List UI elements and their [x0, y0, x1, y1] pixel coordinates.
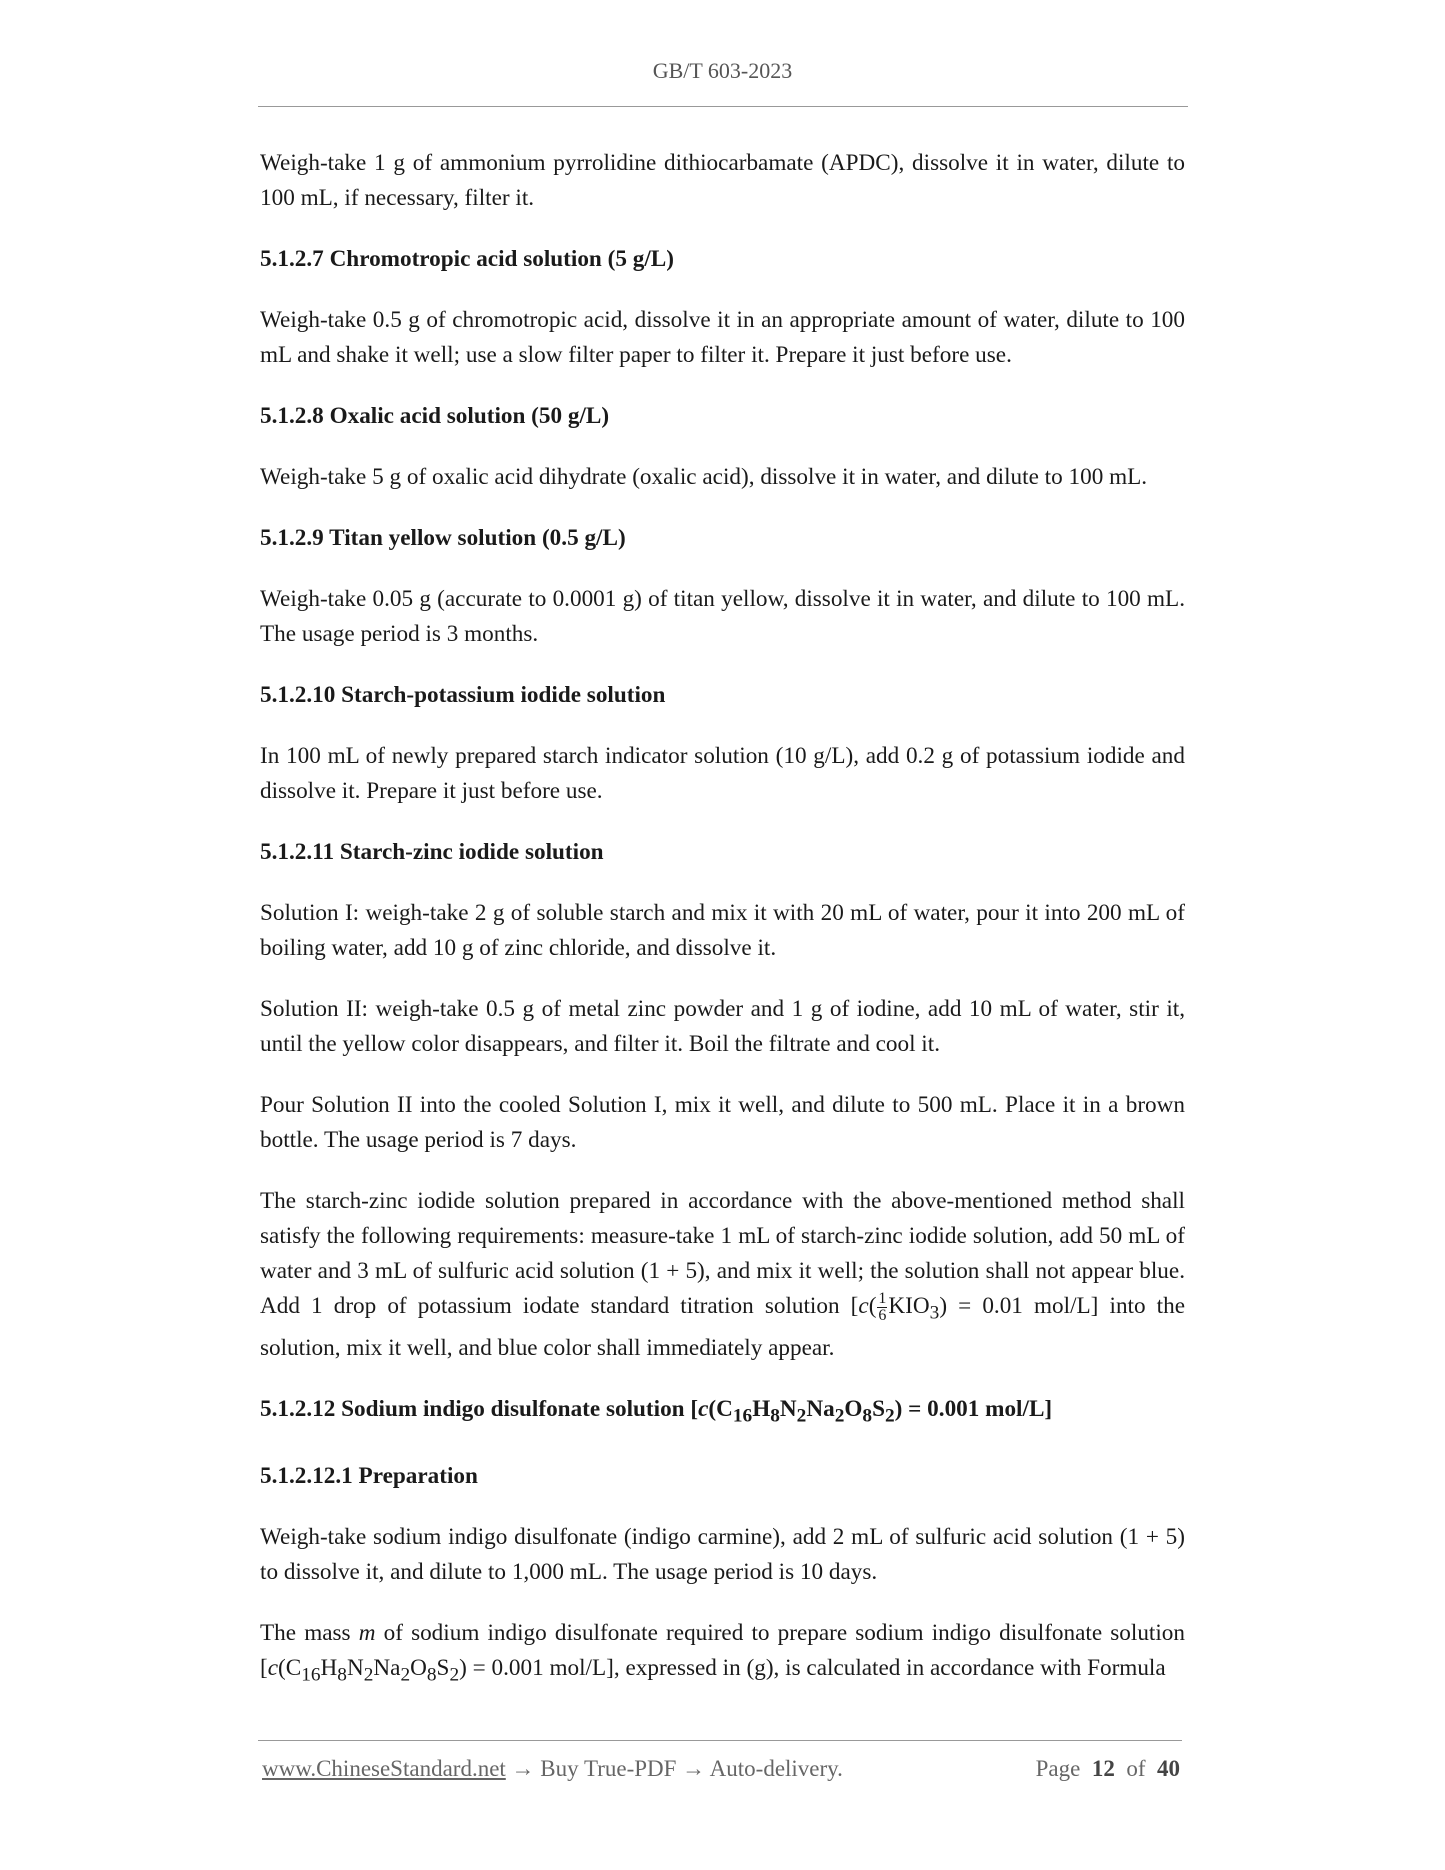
kio-formula: KIO	[888, 1293, 930, 1319]
requirement-text-b: ) = 0.01 mol/L] into the solution, mix it well, and blue color shall immediately appear.	[260, 1293, 1186, 1361]
of-label: of	[1126, 1756, 1146, 1781]
formula-subscript: 2	[834, 1405, 845, 1427]
concentration-symbol: c	[858, 1293, 869, 1319]
footer-left	[262, 1756, 843, 1782]
kio-subscript: 3	[929, 1302, 940, 1324]
heading-5-1-2-9: 5.1.2.9 Titan yellow solution (0.5 g/L)	[260, 525, 626, 551]
open-paren: (	[868, 1293, 877, 1319]
formula-part: H	[752, 1395, 771, 1422]
formula-subscript: 2	[884, 1405, 895, 1427]
formula-subscript: 8	[426, 1664, 437, 1686]
total-pages: 40	[1157, 1756, 1180, 1781]
heading-5-1-2-10: 5.1.2.10 Starch-potassium iodide solution	[260, 682, 666, 708]
formula-part: Na	[373, 1655, 401, 1682]
formula-subscript: 2	[796, 1405, 807, 1427]
page-body	[260, 146, 1185, 1719]
mass-text: The mass	[260, 1620, 359, 1647]
formula-subscript: 2	[363, 1664, 374, 1686]
formula-part: (C	[278, 1655, 302, 1682]
one-sixth-fraction	[877, 1291, 887, 1324]
mass-symbol: m	[358, 1620, 376, 1647]
heading-5-1-2-12-1: 5.1.2.12.1 Preparation	[260, 1463, 478, 1490]
heading-5-1-2-7: 5.1.2.7 Chromotropic acid solution (5 g/L)	[260, 246, 674, 272]
concentration-symbol: c	[698, 1395, 709, 1422]
document-code-header: GB/T 603-2023	[652, 58, 793, 83]
requirement-text-a: The starch-zinc iodide solution prepared in accordance with the above-mentioned method shall satisfy the following requirements: measure-take 1 mL of starch-zinc iodide solution, add 50 mL of water and 3 mL of sulfuric acid solution (1 + 5), and mix it well; the solution shall not appear blue. Add 1 drop of potassium iodate standard titration solution [	[260, 1188, 1185, 1319]
heading-5-1-2-12-text: 5.1.2.12 Sodium indigo disulfonate solution [	[260, 1395, 699, 1422]
solution-i-paragraph: Solution I: weigh-take 2 g of soluble starch and mix it with 20 mL of water, pour it into 200 mL of boiling water, add 10 g of zinc chloride, and dissolve it.	[260, 900, 1185, 961]
formula-part: Na	[806, 1395, 835, 1422]
page-label: Page	[1035, 1756, 1081, 1781]
formula-subscript: 16	[301, 1664, 321, 1686]
formula-part: O	[410, 1655, 427, 1682]
solution-ii-paragraph: Solution II: weigh-take 0.5 g of metal zinc powder and 1 g of iodine, add 10 mL of water, stir it, until the yellow color disappears, and filter it. Boil the filtrate and cool it.	[260, 996, 1185, 1057]
page-number	[1036, 1756, 1180, 1782]
formula-subscript: 2	[449, 1664, 460, 1686]
formula-subscript: 8	[862, 1405, 873, 1427]
mass-text: ) = 0.001 mol/L], expressed in (g), is calculated in accordance with Formula	[459, 1655, 1166, 1682]
concentration-symbol: c	[267, 1655, 279, 1682]
formula-part: S	[436, 1655, 450, 1682]
titan-yellow-paragraph: Weigh-take 0.05 g (accurate to 0.0001 g) of titan yellow, dissolve it in water, and dilute to 100 mL. The usage period is 3 months.	[260, 586, 1185, 647]
current-page: 12	[1091, 1756, 1115, 1781]
buy-pdf-text: → Buy True-PDF → Auto-delivery.	[505, 1756, 843, 1781]
chinese-standard-link[interactable]: www.ChineseStandard.net	[262, 1756, 506, 1781]
formula-part: ) = 0.001 mol/L]	[894, 1395, 1053, 1422]
formula-part: H	[320, 1655, 338, 1682]
starch-ki-paragraph: In 100 mL of newly prepared starch indicator solution (10 g/L), add 0.2 g of potassium iodide and dissolve it. Prepare it just before use.	[260, 743, 1185, 804]
formula-subscript: 16	[732, 1405, 753, 1427]
formula-subscript: 8	[770, 1405, 780, 1427]
apdc-paragraph: Weigh-take 1 g of ammonium pyrrolidine dithiocarbamate (APDC), dissolve it in water, dilute to 100 mL, if necessary, filter it.	[260, 150, 1185, 211]
header-divider	[258, 106, 1188, 107]
footer-divider	[258, 1740, 1182, 1741]
formula-part: (C	[708, 1395, 733, 1422]
formula-part: S	[872, 1395, 885, 1422]
mass-text: of sodium indigo disulfonate required to prepare sodium indigo disulfonate solution [	[260, 1620, 1185, 1682]
formula-subscript: 2	[400, 1664, 411, 1686]
pour-paragraph: Pour Solution II into the cooled Solution I, mix it well, and dilute to 500 mL. Place it in a brown bottle. The usage period is 7 days.	[260, 1092, 1185, 1153]
heading-5-1-2-12	[260, 1392, 1185, 1434]
fraction-denominator: 6	[878, 1307, 887, 1325]
chromotropic-paragraph: Weigh-take 0.5 g of chromotropic acid, dissolve it in an appropriate amount of water, dilute to 100 mL and shake it well; use a slow filter paper to filter it. Prepare it just before use.	[260, 307, 1185, 368]
mass-paragraph	[260, 1616, 1185, 1693]
oxalic-paragraph: Weigh-take 5 g of oxalic acid dihydrate (oxalic acid), dissolve it in water, and dilute to 100 mL.	[260, 464, 1148, 490]
fraction-numerator: 1	[878, 1290, 887, 1308]
heading-5-1-2-11: 5.1.2.11 Starch-zinc iodide solution	[260, 839, 604, 865]
formula-part: N	[779, 1395, 797, 1422]
formula-part: N	[346, 1655, 364, 1682]
formula-part: O	[844, 1395, 863, 1422]
formula-subscript: 8	[337, 1664, 347, 1686]
requirement-paragraph	[260, 1184, 1185, 1366]
preparation-paragraph: Weigh-take sodium indigo disulfonate (indigo carmine), add 2 mL of sulfuric acid solution (1 + 5) to dissolve it, and dilute to 1,000 mL. The usage period is 10 days.	[260, 1524, 1185, 1586]
heading-5-1-2-8: 5.1.2.8 Oxalic acid solution (50 g/L)	[260, 403, 610, 429]
